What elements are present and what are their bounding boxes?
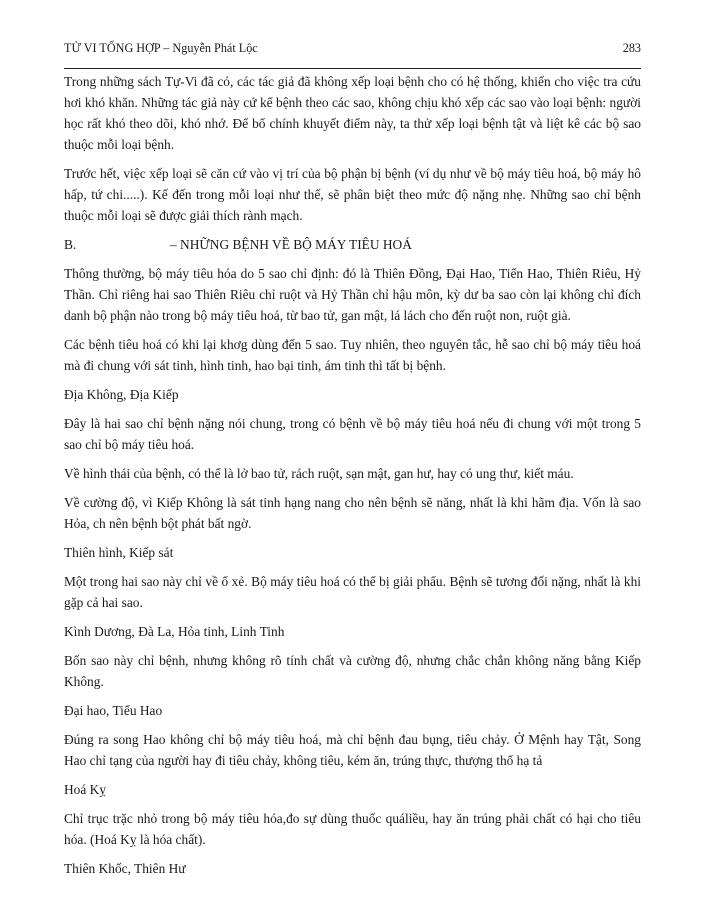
page-body: [64, 71, 641, 879]
paragraph: Về cường độ, vì Kiếp Không là sát tinh hạng nang cho nên bệnh sẽ năng, nhất là khi hãm địa. Vốn là sao Hỏa, ch nên bệnh bột phát bất ngờ.: [64, 495, 641, 531]
running-title: TỬ VI TỔNG HỢP – Nguyễn Phát Lộc: [64, 41, 258, 55]
section-heading: [64, 234, 641, 255]
star-group-heading: Đại hao, Tiểu Hao: [64, 703, 163, 718]
paragraph: Các bệnh tiêu hoá có khi lại khơg dùng đến 5 sao. Tuy nhiên, theo nguyên tắc, hễ sao chỉ bộ máy tiêu hoá mà đi chung với sát tinh, hình tinh, hao bại tinh, ám tinh thì tất bị bệnh.: [64, 337, 641, 373]
page-header: [64, 40, 641, 69]
paragraph: Đây là hai sao chỉ bệnh nặng nói chung, trong có bệnh về bộ máy tiêu hoá nếu đi chung với một trong 5 sao chỉ bộ máy tiêu hoá.: [64, 416, 641, 452]
page-number: 283: [622, 41, 641, 55]
star-group-heading: Thiên hình, Kiếp sát: [64, 545, 174, 560]
section-letter: B.: [64, 237, 77, 252]
star-group-heading: Kình Dương, Đà La, Hỏa tinh, Linh Tinh: [64, 624, 285, 639]
paragraph: Bốn sao này chỉ bệnh, nhưng không rõ tính chất và cường độ, nhưng chắc chắn không năng bằng Kiếp Không.: [64, 653, 641, 689]
star-group-heading: Thiên Khốc, Thiên Hư: [64, 861, 186, 876]
star-group-heading: Địa Không, Địa Kiếp: [64, 387, 179, 402]
section-title: – NHỮNG BỆNH VỀ BỘ MÁY TIÊU HOÁ: [170, 237, 412, 252]
document-page: [64, 40, 641, 887]
paragraph: Chỉ trục trặc nhỏ trong bộ máy tiêu hóa,đo sự dùng thuốc quáliều, hay ăn trúng phải chất có hại cho tiêu hóa. (Hoá Kỵ là hóa chất).: [64, 811, 641, 847]
paragraph: Về hình thái của bệnh, có thể là lở bao tử, rách ruột, sạn mật, gan hư, hay có ung thư, kiết máu.: [64, 466, 574, 481]
paragraph: Đúng ra song Hao không chỉ bộ máy tiêu hoá, mà chỉ bệnh đau bụng, tiêu chảy. Ở Mệnh hay Tật, Song Hao chỉ tạng của người hay đi tiêu chảy, không tiêu, kém ăn, trúng thực, thượng thổ hạ tả: [64, 732, 641, 768]
paragraph: Thông thường, bộ máy tiêu hóa do 5 sao chỉ định: đó là Thiên Đồng, Đại Hao, Tiển Hao, Thiên Riêu, Hỷ Thần. Chỉ riêng hai sao Thiên Riêu chỉ ruột và Hỷ Thần chỉ hậu môn, kỳ dư ba sao còn lại không chỉ đích danh bộ phận nào trong bộ máy tiêu hoá, từ bao tử, gan mật, lá lách cho đến ruột non, ruột già.: [64, 266, 641, 323]
paragraph: Trong những sách Tự-Vi đã có, các tác giả đã không xếp loại bệnh cho có hệ thống, khiến cho việc tra cứu hơi khó khăn. Những tác giả này cứ kể bệnh theo các sao, không chịu khó xếp các sao vào loại bệnh: người học rất khó theo dõi, khó nhớ. Để bổ chính khuyết điểm này, ta thử xếp loại bệnh tật và liệt kê các bộ sao thuộc mỗi loại bệnh.: [64, 74, 641, 152]
paragraph: Một trong hai sao này chỉ về ổ xẻ. Bộ máy tiêu hoá có thể bị giải phẩu. Bệnh sẽ tương đối nặng, nhất là khi gặp cả hai sao.: [64, 574, 641, 610]
star-group-heading: Hoá Kỵ: [64, 782, 107, 797]
paragraph: Trước hết, việc xếp loại sẽ căn cứ vào vị trí của bộ phận bị bệnh (ví dụ như về bộ máy tiêu hoá, bộ máy hô hấp, tứ chi.....). Kế đến trong mỗi loại như thế, sẽ phân biệt theo mức độ nặng nhẹ. Những sao chỉ bệnh thuộc mỗi loại sẽ được giải thích rành mạch.: [64, 166, 641, 223]
